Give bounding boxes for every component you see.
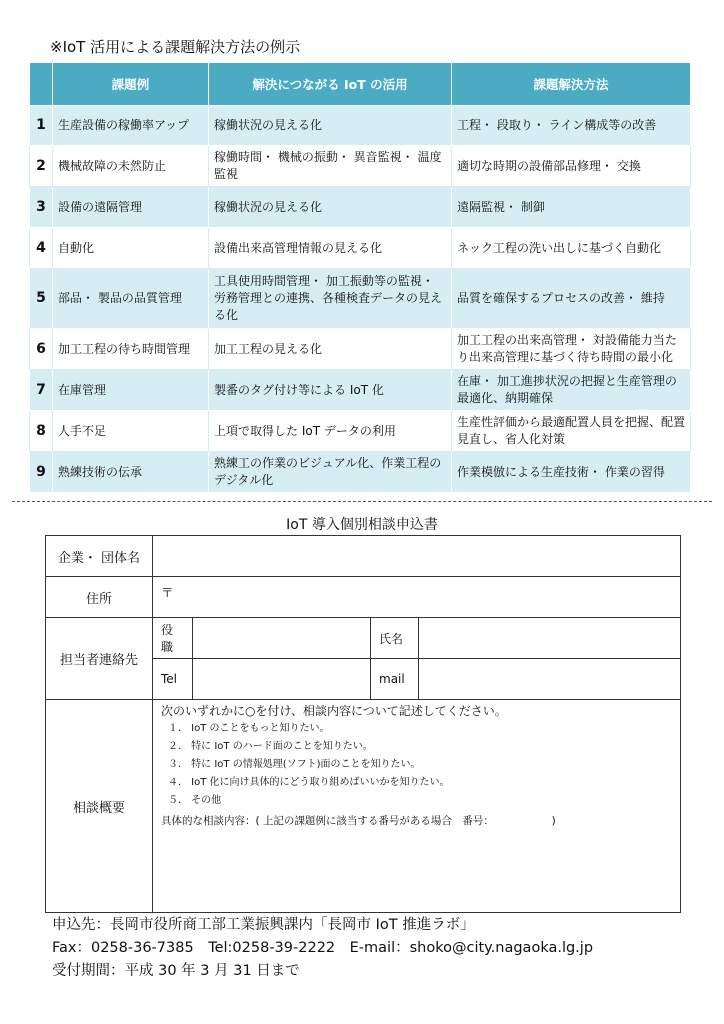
- consult-option-2: ２． 特に IoT のハード面のことを知りたい。: [168, 741, 373, 752]
- form-title: IoT 導入個別相談申込書: [286, 517, 438, 533]
- position-field[interactable]: [193, 618, 371, 659]
- contact-line-destination: 申込先：長岡市役所商工部工業振興課内「長岡市 IoT 推進ラボ」: [52, 917, 475, 933]
- row-iot-usage: 工具使用時間管理・ 加工振動等の監視・ 労務管理との連携、各種検査データの見える化: [209, 269, 452, 329]
- examples-table: [29, 62, 691, 493]
- company-row: [46, 536, 681, 577]
- contact-line-fax-tel-email: Fax：0258-36-7385 Tel:0258-39-2222 E-mail：shoko@city.nagaoka.lg.jp: [52, 940, 594, 956]
- name-label: 氏名: [371, 618, 419, 659]
- address-row: [46, 577, 681, 618]
- table-row: [30, 187, 691, 228]
- row-issue: 熟練技術の伝承: [53, 452, 209, 493]
- row-solution: ネック工程の洗い出しに基づく自動化: [452, 228, 691, 269]
- address-field[interactable]: 〒: [153, 577, 681, 618]
- tel-label: Tel: [153, 659, 193, 700]
- header-issue: 課題例: [53, 63, 209, 106]
- consult-option-5: ５． その他: [168, 795, 222, 806]
- consult-intro: 次のいずれかに○を付け、相談内容について記述してください。: [161, 704, 507, 718]
- row-issue: 在庫管理: [53, 370, 209, 411]
- mail-field[interactable]: [419, 659, 681, 700]
- row-iot-usage: 上項で取得した IoT データの利用: [209, 411, 452, 452]
- row-solution: 遠隔監視・ 制御: [452, 187, 691, 228]
- header-iot: 解決につながる IoT の活用: [209, 63, 452, 106]
- table-row: [30, 146, 691, 187]
- row-number: 3: [30, 187, 53, 228]
- table-row: [30, 228, 691, 269]
- consult-label: 相談概要: [46, 700, 153, 913]
- application-form: [45, 535, 681, 913]
- row-issue: 加工工程の待ち時間管理: [53, 329, 209, 370]
- row-iot-usage: 稼働状況の見える化: [209, 187, 452, 228]
- row-iot-usage: 稼働状況の見える化: [209, 106, 452, 146]
- table-row: [30, 452, 691, 493]
- table-row: [30, 411, 691, 452]
- examples-header-row: [30, 63, 691, 106]
- consult-option-3: ３． 特に IoT の情報処理(ソフト)面のことを知りたい。: [168, 759, 421, 770]
- table-row: [30, 329, 691, 370]
- row-iot-usage: 設備出来高管理情報の見える化: [209, 228, 452, 269]
- row-iot-usage: 熟練工の作業のビジュアル化、作業工程のデジタル化: [209, 452, 452, 493]
- table-row: [30, 269, 691, 329]
- consult-option-1: １． IoT のことをもっと知りたい。: [168, 723, 330, 734]
- contact-row-1: [46, 618, 681, 659]
- row-issue: 自動化: [53, 228, 209, 269]
- table-row: [30, 370, 691, 411]
- row-solution: 作業模倣による生産技術・ 作業の習得: [452, 452, 691, 493]
- row-number: 4: [30, 228, 53, 269]
- row-issue: 設備の遠隔管理: [53, 187, 209, 228]
- row-number: 2: [30, 146, 53, 187]
- tel-field[interactable]: [193, 659, 371, 700]
- row-number: 6: [30, 329, 53, 370]
- row-solution: 品質を確保するプロセスの改善・ 維持: [452, 269, 691, 329]
- row-solution: 工程・ 段取り・ ライン構成等の改善: [452, 106, 691, 146]
- row-issue: 人手不足: [53, 411, 209, 452]
- row-iot-usage: 製番のタグ付け等による IoT 化: [209, 370, 452, 411]
- header-solution: 課題解決方法: [452, 63, 691, 106]
- mail-label: mail: [371, 659, 419, 700]
- consult-detail: 具体的な相談内容：( 上記の課題例に該当する番号がある場合 番号： ): [161, 815, 556, 827]
- position-label: 役職: [153, 618, 193, 659]
- name-field[interactable]: [419, 618, 681, 659]
- row-issue: 部品・ 製品の品質管理: [53, 269, 209, 329]
- row-solution: 在庫・ 加工進捗状況の把握と生産管理の最適化、納期確保: [452, 370, 691, 411]
- row-number: 1: [30, 106, 53, 146]
- contact-line-deadline: 受付期間：平成 30 年 3 月 31 日まで: [52, 963, 300, 979]
- row-iot-usage: 稼働時間・ 機械の振動・ 異音監視・ 温度監視: [209, 146, 452, 187]
- consult-content: [161, 700, 672, 830]
- page-title: ※IoT 活用による課題解決方法の例示: [50, 38, 301, 56]
- row-number: 7: [30, 370, 53, 411]
- table-row: [30, 106, 691, 146]
- address-label: 住所: [46, 577, 153, 618]
- row-number: 5: [30, 269, 53, 329]
- consult-option-4: ４． IoT 化に向け具体的にどう取り組めばいいかを知りたい。: [168, 777, 450, 788]
- row-solution: 適切な時期の設備部品修理・ 交換: [452, 146, 691, 187]
- row-issue: 機械故障の未然防止: [53, 146, 209, 187]
- contact-label: 担当者連絡先: [46, 618, 153, 700]
- header-num: [30, 63, 53, 106]
- cut-line: [12, 501, 712, 502]
- consult-field[interactable]: [153, 700, 681, 913]
- row-issue: 生産設備の稼働率アップ: [53, 106, 209, 146]
- company-field[interactable]: [153, 536, 681, 577]
- row-solution: 生産性評価から最適配置人員を把握、配置見直し、省人化対策: [452, 411, 691, 452]
- row-solution: 加工工程の出来高管理・ 対設備能力当たり出来高管理に基づく待ち時間の最小化: [452, 329, 691, 370]
- row-number: 9: [30, 452, 53, 493]
- contact-info: [52, 914, 593, 983]
- company-label: 企業・ 団体名: [46, 536, 153, 577]
- row-iot-usage: 加工工程の見える化: [209, 329, 452, 370]
- row-number: 8: [30, 411, 53, 452]
- consult-row: [46, 700, 681, 913]
